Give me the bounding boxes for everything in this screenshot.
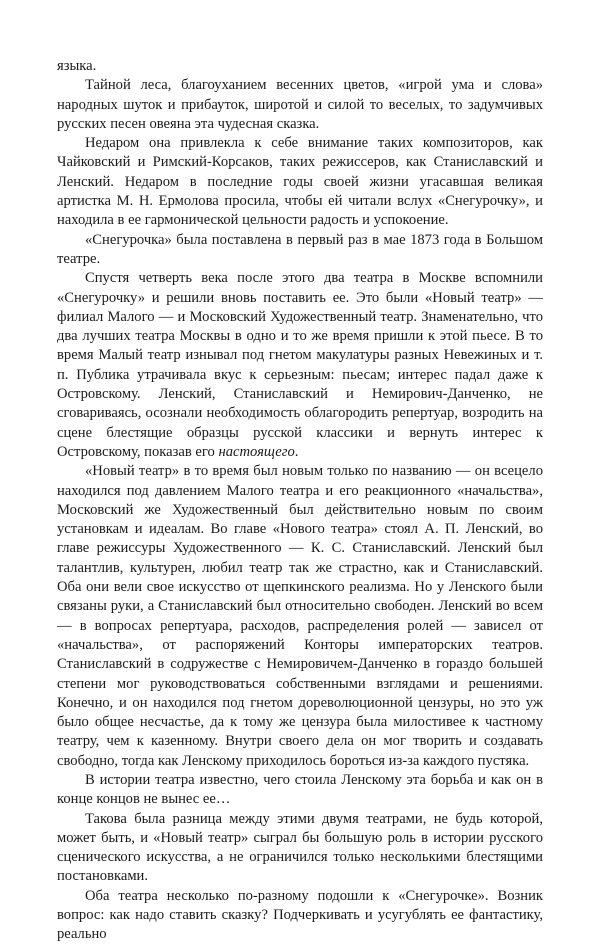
paragraph: Такова была разница между этими двумя театрами, не будь которой, может быть, и «Новый театр» сыграл бы большую роль в истории русского сценического искусства, а не ограничился только несколькими блестящими постановками. [57, 810, 543, 885]
paragraph-text: Спустя четверть века после этого два театра в Москве вспомнили «Снегурочку» и решили вновь поставить ее. Это были «Новый театр» — филиал Малого — и Московский Художественный театр. Знаменательно, что два лучших театра Москвы в одно и то же время пришли к этой пьесе. В то время Малый театр изнывал под гнетом макулатуры разных Невежиных и т. п. Публика утрачивала вкус к серьезным: пьесам; интерес падал даже к Островскому. Ленский, Станиславский и Немирович-Данченко, не сговариваясь, осознали необходимость облагородить репертуар, возродить на сцене блестящие образцы русской классики и вернуть интерес к Островскому, показав его [57, 270, 543, 460]
paragraph: «Новый театр» в то время был новым только по названию — он всецело находился под давлением Малого театра и его реакционного «начальства», Московский же Художественный был действительно новым по своим установкам и идеалам. Во главе «Нового театра» стоял А. П. Ленский, во главе режиссуры Художественного — К. С. Станиславский. Ленский был талантлив, культурен, любил театр так же страстно, как и Станиславский. Оба они вели свое искусство от щепкинского реализма. Но у Ленского были связаны руки, а Станиславский был относительно свободен. Ленский во всем — в вопросах репертуара, расходов, распределения ролей — зависел от «начальства», от распоряжений Конторы императорских театров. Станиславский в содружестве с Немировичем-Данченко в гораздо большей степени мог руководствоваться собственными взглядами и решениями. Конечно, и он находился под гнетом дореволюционной цензуры, но это уж было общее несчастье, да к тому же цензура была милостивее к частному театру, чем к казенному. Внутри своего дела он мог творить и создавать свободно, тогда как Ленскому приходилось бороться из-за каждого пустяка. [57, 463, 543, 769]
paragraph: Недаром она привлекла к себе внимание таких композиторов, как Чайковский и Римский-Корсаков, таких режиссеров, как Станиславский и Ленский. Недаром в последние годы своей жизни угасавшая великая артистка М. Н. Ермолова просила, чтобы ей читали вслух «Снегурочку», и находила в ее гармонической цельности радость и успокоение. [57, 135, 543, 229]
paragraph-last-line-unjustified: Оба театра несколько по-разному подошли к «Снегурочке». Возник вопрос: как надо ставить сказку? Подчеркивать и усугублять ее фантастику, реально [57, 887, 543, 943]
italic-emphasis: настоящего [218, 443, 295, 460]
paragraph: В истории театра известно, чего стоила Ленскому эта борьба и как он в конце концов не вынес ее… [57, 771, 543, 808]
paragraph [57, 269, 543, 462]
paragraph-continuation: языка. [57, 58, 97, 74]
paragraph: Тайной леса, благоуханием весенних цветов, «игрой ума и слова» народных шуток и прибауток, широтой и силой то веселых, то задумчивых русских песен овеяна эта чудесная сказка. [57, 77, 543, 132]
paragraph: «Снегурочка» была поставлена в первый раз в мае 1873 года в Большом театре. [57, 231, 543, 267]
document-page [57, 57, 543, 945]
paragraph-text: . [294, 443, 299, 460]
